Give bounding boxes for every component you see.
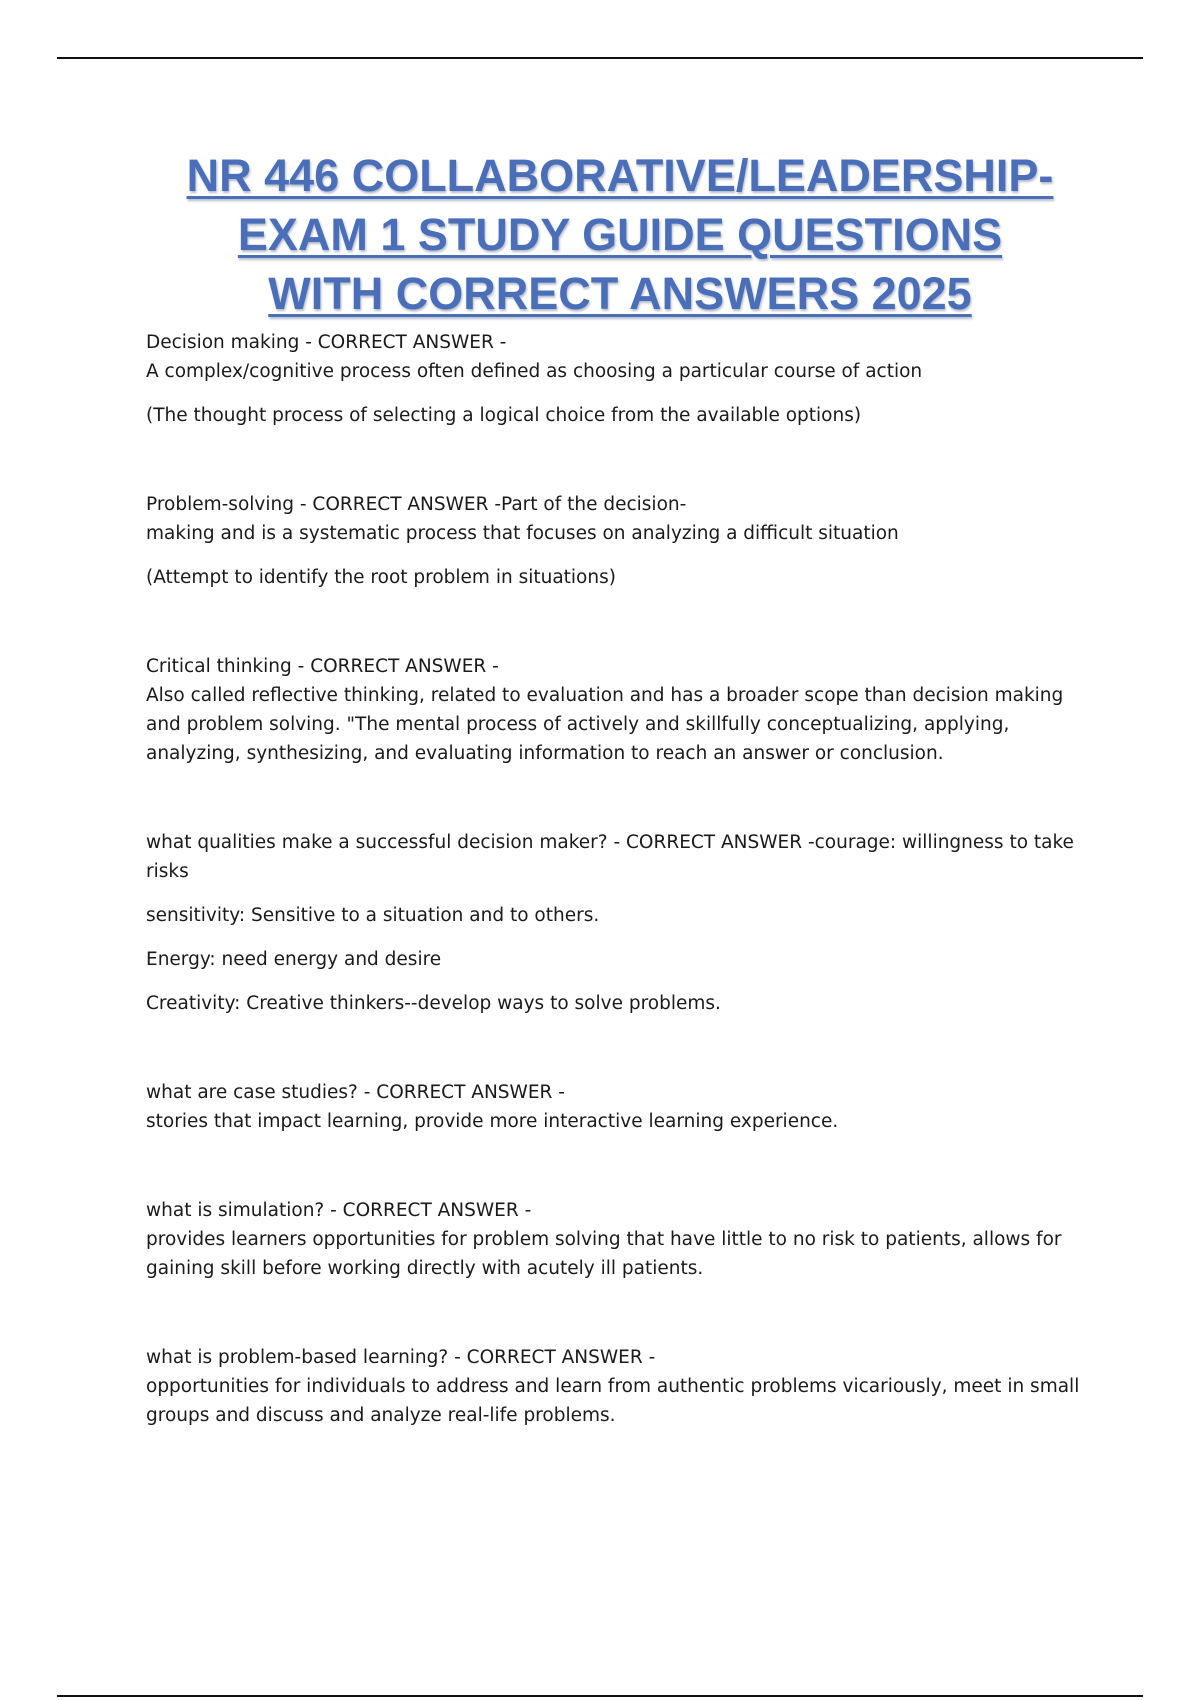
- qa-question: what is problem-based learning? - CORRECT ANSWER -: [146, 1347, 656, 1368]
- qa-answer: provides learners opportunities for problem solving that have little to no risk to patients, allows for gaining skill before working directly with acutely ill patients.: [146, 1229, 1062, 1279]
- qa-decision-making: [146, 328, 1096, 430]
- qa-answer: stories that impact learning, provide more interactive learning experience.: [146, 1111, 839, 1132]
- qa-question: Decision making - CORRECT ANSWER -: [146, 332, 507, 353]
- qa-problem-based-learning: [146, 1343, 1096, 1430]
- qa-answer: opportunities for individuals to address and learn from authentic problems vicariously, meet in small groups and discuss and analyze real-life problems.: [146, 1376, 1080, 1426]
- qa-case-studies: [146, 1078, 1096, 1136]
- title-line-3: WITH CORRECT ANSWERS 2025: [268, 268, 972, 319]
- qa-decision-maker-qualities: [146, 828, 1096, 1018]
- qa-simulation: [146, 1196, 1096, 1283]
- qa-question: what are case studies? - CORRECT ANSWER -: [146, 1082, 565, 1103]
- qa-answer: Also called reflective thinking, related to evaluation and has a broader scope than decision making and problem solving. "The mental process of actively and skillfully conceptualizing, applying, analyzing, synthesizing, and evaluating information to reach an answer or conclusion.: [146, 685, 1064, 764]
- study-guide-body: [146, 328, 1096, 1490]
- qa-answer: Creativity: Creative thinkers--develop ways to solve problems.: [146, 993, 721, 1014]
- top-rule: [57, 57, 1143, 59]
- qa-question: Problem-solving - CORRECT ANSWER -Part of the decision-: [146, 494, 687, 515]
- qa-problem-solving: [146, 490, 1096, 592]
- bottom-rule: [57, 1695, 1143, 1697]
- qa-answer: (The thought process of selecting a logical choice from the available options): [146, 405, 862, 426]
- qa-question: what is simulation? - CORRECT ANSWER -: [146, 1200, 532, 1221]
- title-line-1: NR 446 COLLABORATIVE/LEADERSHIP-: [186, 150, 1054, 201]
- qa-answer: making and is a systematic process that focuses on analyzing a difficult situation: [146, 523, 899, 544]
- qa-answer: sensitivity: Sensitive to a situation and to others.: [146, 905, 600, 926]
- qa-critical-thinking: [146, 652, 1096, 768]
- document-title: [100, 146, 1140, 323]
- qa-question: what qualities make a successful decision maker? - CORRECT ANSWER -courage: willingness to take risks: [146, 832, 1074, 882]
- title-line-2: EXAM 1 STUDY GUIDE QUESTIONS: [237, 209, 1003, 260]
- qa-answer: (Attempt to identify the root problem in situations): [146, 567, 616, 588]
- qa-answer: Energy: need energy and desire: [146, 949, 442, 970]
- qa-question: Critical thinking - CORRECT ANSWER -: [146, 656, 499, 677]
- qa-answer: A complex/cognitive process often defined as choosing a particular course of action: [146, 361, 923, 382]
